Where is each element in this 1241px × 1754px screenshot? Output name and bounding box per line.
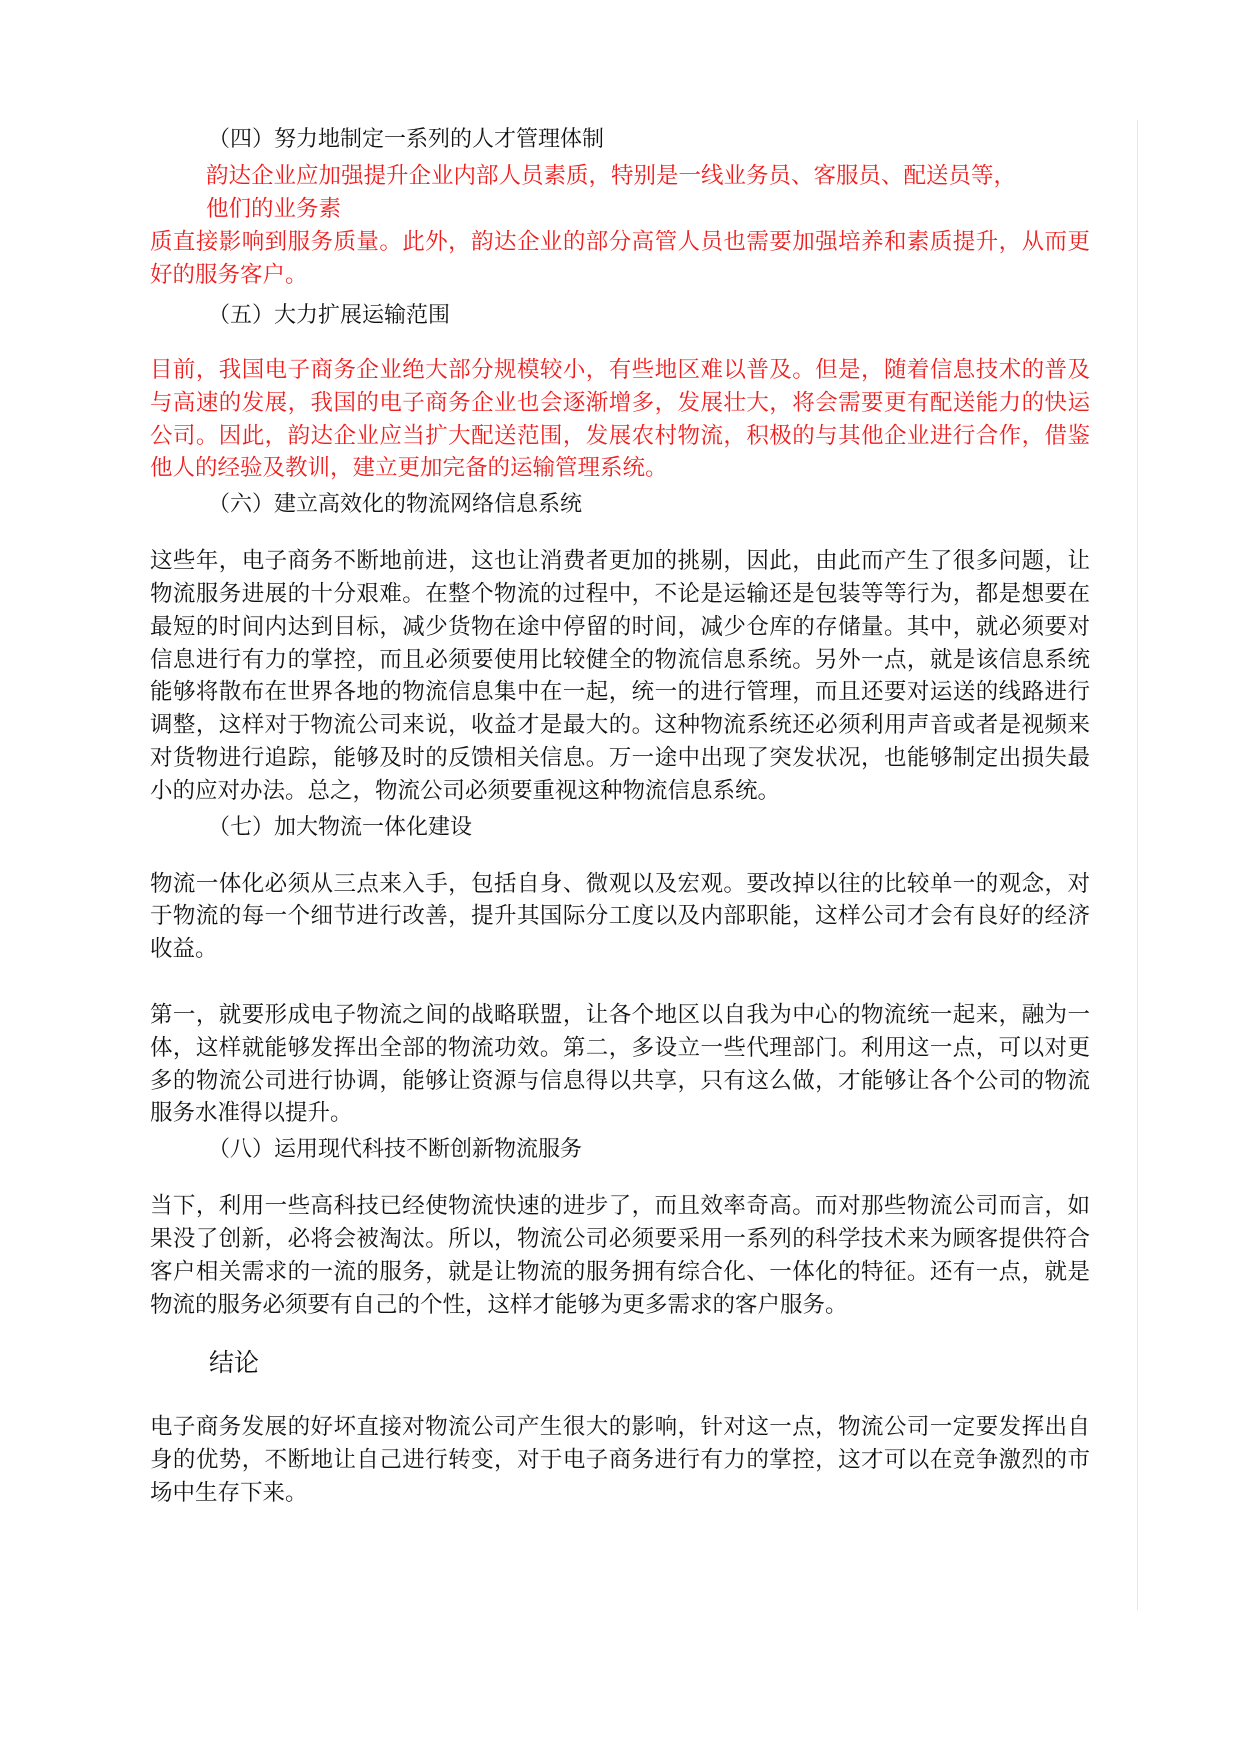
document-body <box>150 122 1090 1510</box>
section-8-paragraph: 当下，利用一些高科技已经使物流快速的进步了，而且效率奇高。而对那些物流公司而言，如果没了创新，必将会被淘汰。所以，物流公司必须要采用一系列的科学技术来为顾客提供符合客户相关需求的一流的服务，就是让物流的服务拥有综合化、一体化的特征。还有一点，就是物流的服务必须要有自己的个性，这样才能够为更多需求的客户服务。 <box>150 1193 1090 1318</box>
section-heading-6: （六）建立高效化的物流网络信息系统 <box>208 492 583 518</box>
conclusion-title: 结论 <box>209 1348 260 1378</box>
section-heading-8: （八）运用现代科技不断创新物流服务 <box>208 1137 583 1163</box>
section-5-paragraph: 目前，我国电子商务企业绝大部分规模较小，有些地区难以普及。但是，随着信息技术的普及与高速的发展，我国的电子商务企业也会逐渐增多，发展壮大，将会需要更有配送能力的快运公司。因此，韵达企业应当扩大配送范围，发展农村物流，积极的与其他企业进行合作，借鉴他人的经验及教训，建立更加完备的运输管理系统。 <box>150 357 1090 482</box>
section-7-paragraph-1: 物流一体化必须从三点来入手，包括自身、微观以及宏观。要改掉以往的比较单一的观念，对于物流的每一个细节进行改善，提升其国际分工度以及内部职能，这样公司才会有良好的经济收益。 <box>150 870 1090 963</box>
section-7-paragraph-2: 第一，就要形成电子物流之间的战略联盟，让各个地区以自我为中心的物流统一起来，融为一体，这样就能够发挥出全部的物流功效。第二，多设立一些代理部门。利用这一点，可以对更多的物流公司进行协调，能够让资源与信息得以共享，只有这么做，才能够让各个公司的物流服务水准得以提升。 <box>150 1001 1090 1127</box>
section-4-line-rest: 质直接影响到服务质量。此外，韵达企业的部分高管人员也需要加强培养和素质提升，从而更好的服务客户。 <box>150 229 1090 288</box>
page-edge-rule <box>1137 120 1138 1610</box>
section-heading-4: （四）努力地制定一系列的人才管理体制 <box>208 127 605 152</box>
section-heading-7: （七）加大物流一体化建设 <box>208 814 473 840</box>
conclusion-paragraph: 电子商务发展的好坏直接对物流公司产生很大的影响，针对这一点，物流公司一定要发挥出自身的优势，不断地让自己进行转变，对于电子商务进行有力的掌控，这才可以在竞争激烈的市场中生存下来。 <box>150 1414 1090 1506</box>
section-4-paragraph <box>150 160 1090 292</box>
section-6-paragraph: 这些年，电子商务不断地前进，这也让消费者更加的挑剔，因此，由此而产生了很多问题，让物流服务进展的十分艰难。在整个物流的过程中，不论是运输还是包装等等行为，都是想要在最短的时间内达到目标，减少货物在途中停留的时间，减少仓库的存储量。其中，就必须要对信息进行有力的掌控，而且必须要使用比较健全的物流信息系统。另外一点，就是该信息系统能够将散布在世界各地的物流信息集中在一起，统一的进行管理，而且还要对运送的线路进行调整，这样对于物流公司来说，收益才是最大的。这种物流系统还必须利用声音或者是视频来对货物进行追踪，能够及时的反馈相关信息。万一途中出现了突发状况，也能够制定出损失最小的应对办法。总之，物流公司必须要重视这种物流信息系统。 <box>150 548 1090 804</box>
section-4-line-2: 他们的业务素 <box>206 196 342 222</box>
section-4-line-1: 韵达企业应加强提升企业内部人员素质，特别是一线业务员、客服员、配送员等， <box>206 163 1017 189</box>
section-heading-5: （五）大力扩展运输范围 <box>208 303 451 328</box>
